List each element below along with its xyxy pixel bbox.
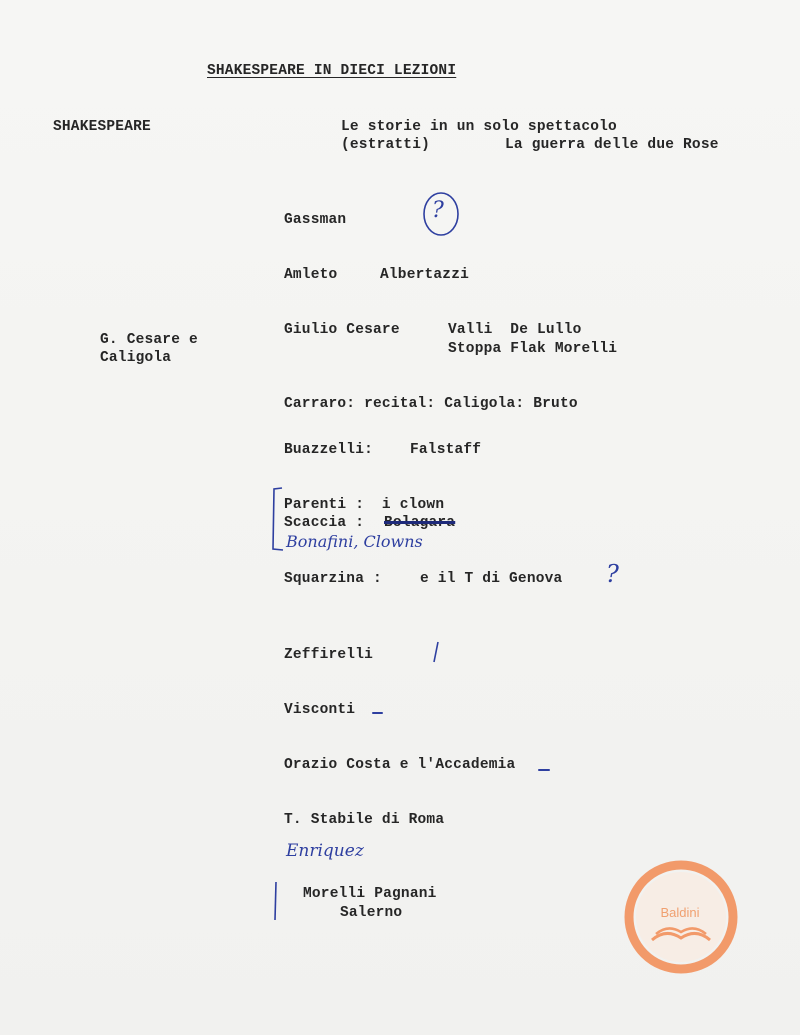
author-label: SHAKESPEARE: [53, 119, 151, 135]
entry-falstaff: Falstaff: [410, 442, 482, 458]
dash-mark-costa: [538, 769, 550, 771]
vertical-mark: [270, 880, 282, 922]
page-title: SHAKESPEARE IN DIECI LEZIONI: [207, 63, 457, 79]
entry-squarzina: Squarzina :: [284, 571, 382, 587]
scaccia-struck-text: Bolagara: [384, 515, 456, 531]
entry-parenti: Parenti : i clown: [284, 497, 445, 513]
handwritten-clowns-note: Bonafini, Clowns: [286, 532, 423, 551]
entry-gassman: Gassman: [284, 212, 347, 228]
stamp-label: Baldini: [660, 905, 700, 920]
entry-scaccia: Scaccia :: [284, 515, 374, 531]
storie-line-2b: La guerra delle due Rose: [505, 137, 719, 153]
gc-line-1: G. Cesare e: [100, 332, 198, 348]
entry-giulio-cesare: Giulio Cesare: [284, 322, 400, 338]
entry-costa: Orazio Costa e l'Accademia: [284, 757, 516, 773]
entry-morelli: Morelli Pagnani: [303, 886, 437, 902]
entry-zeffirelli: Zeffirelli: [284, 647, 374, 663]
entry-visconti: Visconti: [284, 702, 356, 718]
storie-line-2a: (estratti): [341, 137, 431, 153]
storie-line-1: Le storie in un solo spettacolo: [341, 119, 617, 135]
entry-amleto: Amleto: [284, 267, 338, 283]
entry-stabile: T. Stabile di Roma: [284, 812, 445, 828]
entry-buazzelli: Buazzelli:: [284, 442, 374, 458]
entry-squarzina-rest: e il T di Genova: [420, 571, 563, 587]
entry-salerno: Salerno: [340, 905, 403, 921]
entry-albertazzi: Albertazzi: [380, 267, 470, 283]
slash-mark: [430, 640, 442, 664]
entry-carraro: Carraro: recital: Caligola: Bruto: [284, 396, 578, 412]
handwritten-question-2: ?: [606, 560, 619, 588]
gc-line-2: Caligola: [100, 350, 172, 366]
handwritten-question-1: ?: [432, 198, 444, 223]
handwritten-enriquez: Enriquez: [286, 841, 364, 861]
dash-mark-visconti: [372, 712, 383, 714]
gc-names-1: Valli De Lullo: [448, 322, 582, 338]
gc-names-2: Stoppa Flak Morelli: [448, 341, 618, 357]
